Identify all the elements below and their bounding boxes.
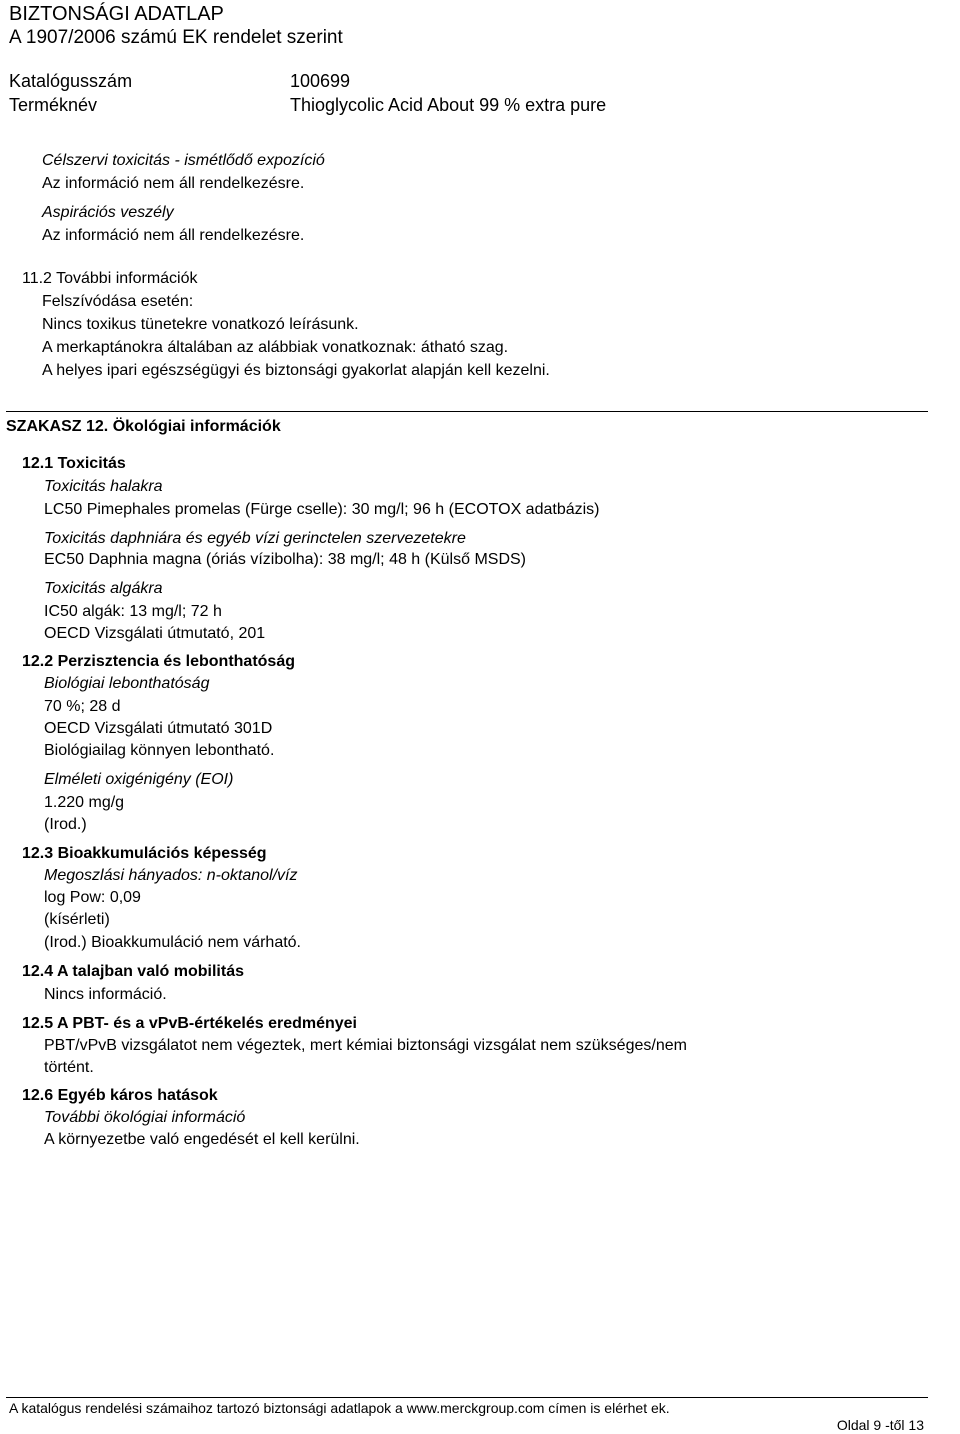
aspiration-hazard-text: Az információ nem áll rendelkezésre.: [42, 227, 305, 244]
biodegradability-value: 70 %; 28 d: [44, 698, 121, 715]
biodegradability-guideline: OECD Vizsgálati útmutató 301D: [44, 720, 273, 737]
product-name-label: Terméknév: [9, 95, 98, 115]
thod-source: (Irod.): [44, 816, 87, 833]
footer-divider: [6, 1397, 928, 1398]
algae-toxicity-value: IC50 algák: 13 mg/l; 72 h: [44, 603, 222, 620]
document-subtitle: A 1907/2006 számú EK rendelet szerint: [9, 27, 343, 48]
fish-toxicity-value: LC50 Pimephales promelas (Fürge cselle): 30 mg/l; 96 h (ECOTOX adatbázis): [44, 501, 600, 518]
persistence-heading: 12.2 Perzisztencia és lebonthatóság: [22, 653, 295, 670]
other-effects-heading: 12.6 Egyéb káros hatások: [22, 1087, 218, 1104]
mobility-value: Nincs információ.: [44, 986, 167, 1003]
thod-value: 1.220 mg/g: [44, 794, 125, 811]
pbt-heading: 12.5 A PBT- és a vPvB-értékelés eredményei: [22, 1015, 357, 1032]
further-info-heading: 11.2 További információk: [22, 270, 198, 287]
further-info-line: A merkaptánokra általában az alábbiak vonatkoznak: átható szag.: [42, 339, 509, 356]
mobility-heading: 12.4 A talajban való mobilitás: [22, 963, 244, 980]
page-number: Oldal 9 -től 13: [836, 1417, 924, 1433]
fish-toxicity-label: Toxicitás halakra: [44, 478, 163, 495]
document-title: BIZTONSÁGI ADATLAP: [9, 3, 224, 25]
biodegradability-result: Biológiailag könnyen lebontható.: [44, 742, 275, 759]
catalog-number-value: 100699: [290, 71, 351, 91]
section-12-title: SZAKASZ 12. Ökológiai információk: [6, 418, 281, 435]
stot-repeated-text: Az információ nem áll rendelkezésre.: [42, 175, 305, 192]
pbt-value: PBT/vPvB vizsgálatot nem végeztek, mert kémiai biztonsági vizsgálat nem szükséges/nem: [44, 1037, 687, 1054]
stot-repeated-title: Célszervi toxicitás - ismétlődő expozíció: [42, 152, 325, 169]
product-name-value: Thioglycolic Acid About 99 % extra pure: [290, 95, 607, 115]
daphnia-toxicity-value: EC50 Daphnia magna (óriás vízibolha): 38 mg/l; 48 h (Külső MSDS): [44, 551, 526, 568]
pbt-value-continued: történt.: [44, 1059, 94, 1076]
further-info-line: Nincs toxikus tünetekre vonatkozó leírásunk.: [42, 316, 359, 333]
log-pow-value: log Pow: 0,09: [44, 889, 141, 906]
further-info-line: A helyes ipari egészségügyi és biztonsági gyakorlat alapján kell kezelni.: [42, 362, 550, 379]
biodegradability-label: Biológiai lebonthatóság: [44, 675, 210, 692]
thod-label: Elméleti oxigénigény (EOI): [44, 771, 234, 788]
algae-toxicity-label: Toxicitás algákra: [44, 580, 163, 597]
partition-coefficient-label: Megoszlási hányados: n-oktanol/víz: [44, 867, 298, 884]
daphnia-toxicity-label: Toxicitás daphniára és egyéb vízi gerinctelen szervezetekre: [44, 530, 466, 547]
log-pow-method: (kísérleti): [44, 911, 110, 928]
bioaccumulation-heading: 12.3 Bioakkumulációs képesség: [22, 845, 267, 862]
section-divider: [6, 411, 928, 412]
further-info-line: Felszívódása esetén:: [42, 293, 194, 310]
algae-toxicity-guideline: OECD Vizsgálati útmutató, 201: [44, 625, 266, 642]
catalog-number-label: Katalógusszám: [9, 71, 133, 91]
other-ecological-label: További ökológiai információ: [44, 1109, 246, 1126]
footer-note: A katalógus rendelési számaihoz tartozó biztonsági adatlapok a www.merckgroup.com címen is elérhet ek.: [9, 1400, 670, 1416]
bioaccumulation-result: (Irod.) Bioakkumuláció nem várható.: [44, 934, 301, 951]
other-ecological-value: A környezetbe való engedését el kell kerülni.: [44, 1131, 360, 1148]
aspiration-hazard-title: Aspirációs veszély: [42, 204, 174, 221]
toxicity-heading: 12.1 Toxicitás: [22, 455, 126, 472]
